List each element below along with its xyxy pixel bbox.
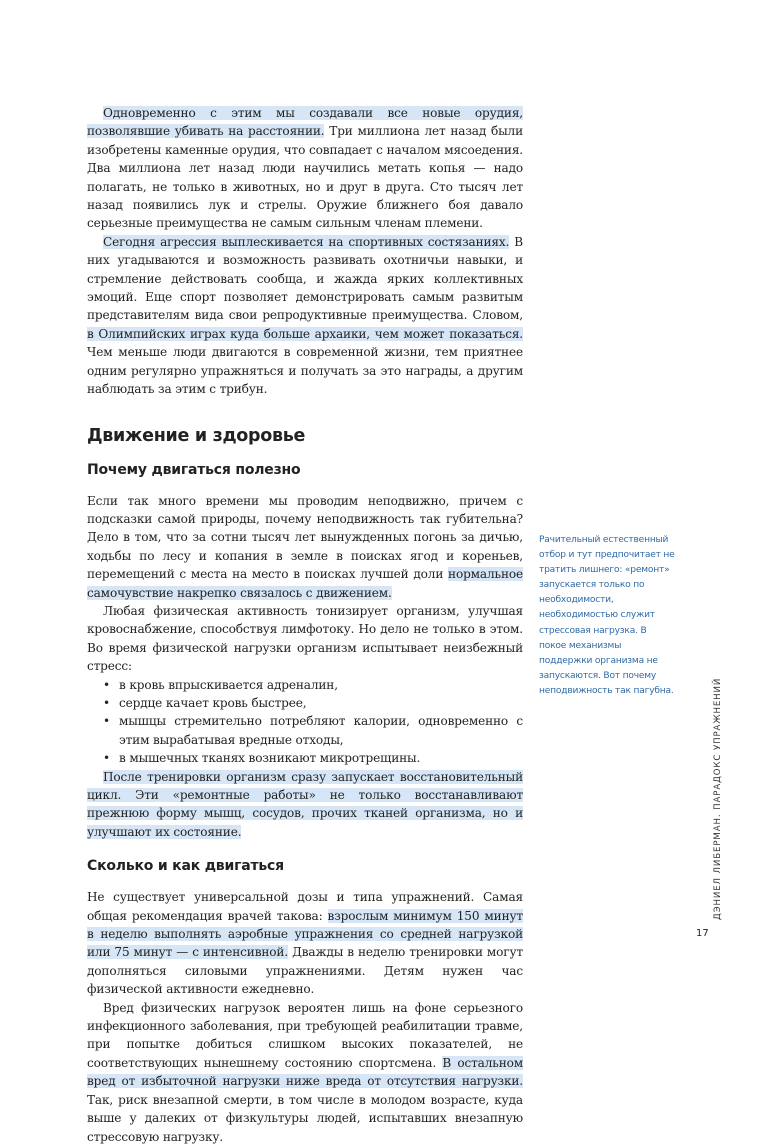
text-sport-end: Чем меньше люди двигаются в современной жизни, тем приятнее одним регулярно упражняться и получать за это награды, а другим наблюдать за этим с трибун. — [87, 345, 523, 397]
main-text-column — [87, 104, 523, 1146]
paragraph-weapons — [87, 104, 523, 233]
highlight-recovery: После тренировки организм сразу запускает восстановительный цикл. Эти «ремонтные работы» не только восстанавливают прежнюю форму мышц, сосудов, прочих тканей организма, но и улучшают их состояние. — [87, 769, 523, 839]
text-immobility: Если так много времени мы проводим неподвижно, причем с подсказки самой природы, почему неподвижность так губительна? Дело в том, что за сотни тысяч лет вынужденных погонь за дичью, ходьбы по лесу и копания в земле в поисках ягод и кореньев, перемещений с места на место в поисках лучшей доли — [87, 493, 523, 582]
paragraph-sport — [87, 233, 523, 399]
highlight-harm: В остальном вред от избыточной нагрузки ниже вреда от отсутствия нагрузки. — [87, 1055, 523, 1089]
paragraph-dose — [87, 888, 523, 998]
sidenote: Рачительный естественный отбор и тут предпочитает не тратить лишнего: «ремонт» запускается только по необходимости, необходимостью служит стрессовая нагрузка. В покое механизмы поддержки организма не запускаются. Вот почему неподвижность так пагубна. — [539, 535, 675, 696]
running-head: ДЭНИЕЛ ЛИБЕРМАН. ПАРАДОКС УПРАЖНЕНИЙ — [713, 677, 723, 920]
highlight-olympics: в Олимпийских играх куда больше архаики, чем может показаться. — [87, 326, 523, 341]
subsection-title-why: Почему двигаться полезно — [87, 461, 301, 478]
highlight-weapons: Одновременно с этим мы создавали все новые орудия, позволявшие убивать на расстоянии. — [87, 106, 523, 139]
text-weapons: Три миллиона лет назад были изобретены каменные орудия, что совпадает с началом мясоедения. Два миллиона лет назад люди научились метать копья — надо полагать, не только в животных, но и друг в друга. Сто тысяч лет назад появились лук и стрелы. Оружие ближнего боя давало серьезные преимущества не самым сильным членам племени. — [87, 124, 523, 231]
paragraph-harm — [87, 999, 523, 1146]
highlight-sport-aggression: Сегодня агрессия выплескивается на спортивных состязаниях. — [103, 234, 510, 249]
bullet-mark: • — [103, 714, 110, 729]
section-title: Движение и здоровье — [87, 425, 306, 446]
text-dose: Не существует универсальной дозы и типа упражнений. Самая общая рекомендация врачей такова: — [87, 890, 523, 923]
list-item: • сердце качает кровь быстрее, — [87, 694, 523, 712]
subsection-title-how: Сколько и как двигаться — [87, 858, 284, 875]
list-item: • в мышечных тканях возникают микротрещины. — [87, 749, 523, 767]
list-item: • в кровь впрыскивается адреналин, — [87, 676, 523, 694]
bullet-mark: • — [103, 751, 110, 766]
highlight-movement: нормальное самочувствие накрепко связалось с движением. — [87, 567, 523, 600]
stress-list — [87, 676, 523, 768]
paragraph-activity: Любая физическая активность тонизирует организм, улучшая кровоснабжение, способствуя лимфотоку. Но дело не только в этом. Во время физической нагрузки организм испытывает неизбежный стресс: — [87, 603, 523, 674]
page-number: 17 — [696, 928, 709, 939]
text-sport: В них угадываются и возможность развивать охотничьи навыки, и стремление действовать сообща, и жажда ярких коллективных эмоций. Еще спорт позволяет демонстрировать самым развитым представителям вида свои репродуктивные преимущества. Словом, — [87, 234, 523, 323]
bullet-mark: • — [103, 677, 110, 692]
list-item: • мышцы стремительно потребляют калории, одновременно с этим вырабатывая вредные отходы, — [103, 714, 523, 747]
text-harm: Вред физических нагрузок вероятен лишь на фоне серьезного инфекционного заболевания, при требующей реабилитации травме, при попытке добиться слишком высоких показателей, не соответствующих нынешнему состоянию спортсмена. — [87, 1000, 523, 1070]
paragraph-recovery — [87, 768, 523, 842]
highlight-dose: взрослым минимум 150 минут в неделю выполнять аэробные упражнения со средней нагрузкой или 75 минут — с интенсивной. — [87, 908, 523, 960]
bullet-mark: • — [103, 695, 110, 710]
text-harm-end: Так, риск внезапной смерти, в том числе в молодом возрасте, куда выше у далеких от физкультуры людей, испытавших внезапную стрессовую нагрузку. — [87, 1092, 523, 1144]
text-dose-end: Дважды в неделю тренировки могут дополняться силовыми упражнениями. Детям нужен час физической активности ежедневно. — [87, 945, 523, 997]
paragraph-immobility — [87, 492, 523, 602]
